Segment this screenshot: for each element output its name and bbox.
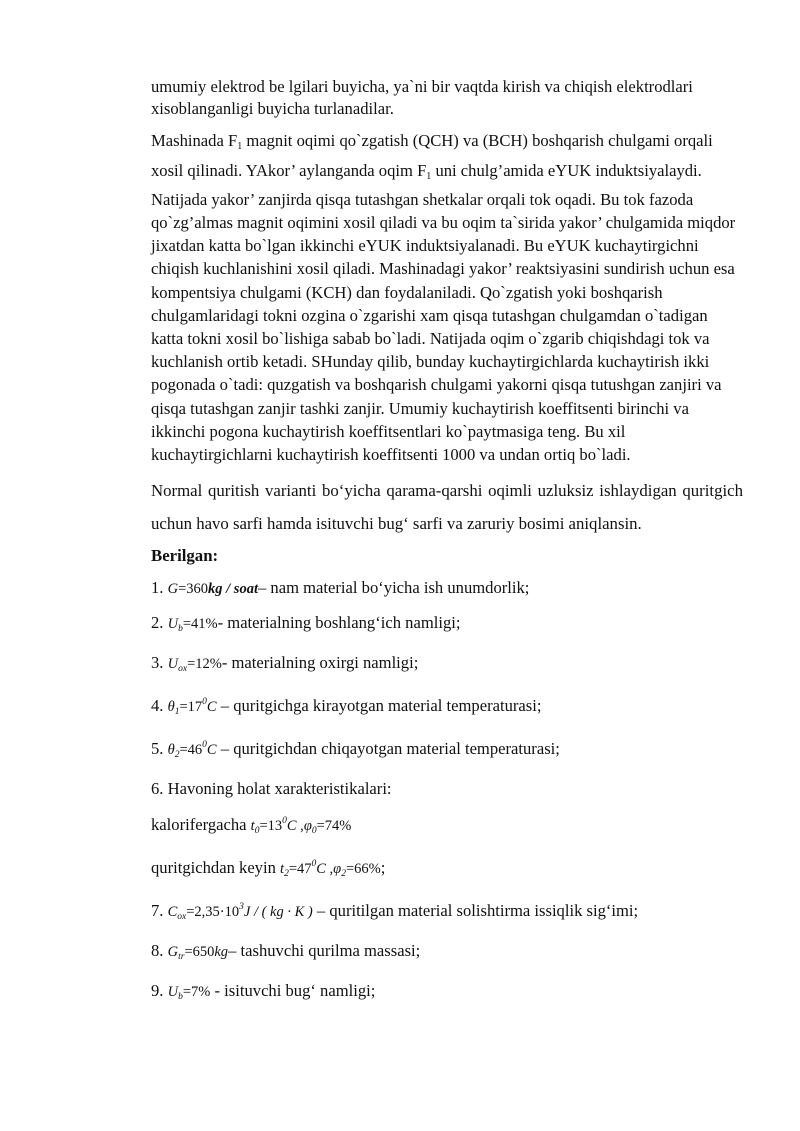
formula: G=360kg / soat: [167, 581, 258, 598]
formula: $G_{tr}=650kg$: [167, 944, 229, 963]
formula: $U_{ox}=12\%$: [167, 656, 222, 675]
given-item-3: [151, 646, 743, 686]
formula: $U_b=41\%$: [167, 616, 218, 635]
given-item-1: [151, 571, 743, 606]
item-text: - isituvchi bug‘ namligi;: [210, 981, 376, 1001]
item-text: - materialning oxirgi namligi;: [221, 653, 419, 673]
air-before-heater: [151, 805, 743, 848]
paragraph-task: Normal quritish varianti bo‘yicha qarama-qarshi oqimli uzluksiz ishlaydigan quritgich uchun havo sarfi hamda isituvchi bug‘ sarfi va zaruriy bosimi aniqlansin.: [151, 481, 743, 534]
formula: $t_2=47^0C$ $,\varphi_2=66\%$: [280, 859, 381, 880]
air-after-dryer: [151, 848, 743, 891]
item-text: kalorifergacha: [151, 815, 251, 835]
item-text: – quritgichdan chiqayotgan material temperaturasi;: [216, 739, 560, 759]
item-text: - materialning boshlang‘ich namligi;: [217, 613, 461, 633]
formula: $\theta_2=46^0C$: [167, 740, 217, 761]
item-number: 2.: [151, 613, 164, 633]
item-text: – quritilgan material solishtirma issiqlik sig‘imi;: [312, 901, 639, 921]
given-item-8: [151, 934, 743, 974]
item-number: 9.: [151, 981, 164, 1001]
document-page: [151, 76, 743, 1014]
paragraph-intro: umumiy elektrod be lgilari buyicha, ya`ni bir vaqtda kirish va chiqish elektrodlari xisoblanganligi buyicha turlanadilar.: [151, 77, 693, 119]
given-item-5: [151, 729, 743, 772]
item-number: 8.: [151, 941, 164, 961]
text: uni chulg’amida eYUK induktsiyalaydi. Natijada yakor’ zanjirda qisqa tutashgan shetkalar orqali tok oqadi. Bu tok fazoda qo`zg’almas magnit oqimini xosil qiladi va bu oqim ta`sirida yakor’ chulgamida miqdor jixatdan katta bo`lgan ikkinchi eYUK induktsiyalanadi. Bu eYUK kuchaytirgichni chiqish kuchlanishini xosil qiladi. Mashinadagi yakor’ reaktsiyasini sundirish uchun esa kompentsiya chulgami (KCH) dan foydalaniladi. Qo`zgatish yoki boshqarish chulgamlaridagi tokni ozgina o`zgarishi xam qisqa tutashgan chulgamdan o`tadigan katta tokni xosil bo`lishiga sabab bo`ladi. Natijada oqim o`zgarib chiqishdagi tok va kuchlanish ortib ketadi. SHunday qilib, bunday kuchaytirgichlarda kuchaytirish ikki pogonada o`tadi: quzgatish va boshqarish chulgami yakorni qisqa tutushgan zanjiri va qisqa tutashgan zanjir tashki zanjir. Umumiy kuchaytirish koeffitsenti birinchi va ikkinchi pogona kuchaytirish koeffitsentlari ko`paytmasiga teng. Bu xil kuchaytirgichlarni kuchaytirish koeffitsenti 1000 va undan ortiq bo`ladi.: [151, 160, 736, 465]
section-heading: Berilgan:: [151, 546, 219, 566]
item-number: 4.: [151, 696, 164, 716]
text: magnit oqimi qo`zgatish (QCH) va (BCH) boshqarish chulgami orqali xosil qilinadi. YAkor’ aylanganda oqim F: [151, 131, 713, 180]
item-number: 1.: [151, 578, 164, 598]
item-text: – nam material bo‘yicha ish unumdorlik;: [257, 578, 530, 598]
given-item-2: [151, 606, 743, 646]
item-text: – quritgichga kirayotgan material temperaturasi;: [216, 696, 542, 716]
item-number: 3.: [151, 653, 164, 673]
subscript: 1: [426, 170, 432, 182]
formula: $C_{ox}=2,35\cdot 10^3J$ / ( kg · K ): [167, 902, 313, 923]
paragraph-machine: [151, 129, 743, 466]
given-item-6: 6. Havoning holat xarakteristikalari:: [151, 779, 392, 799]
item-text: ;: [380, 858, 386, 878]
item-text: – tashuvchi qurilma massasi;: [228, 941, 421, 961]
item-number: 5.: [151, 739, 164, 759]
formula: $\theta_1=17^0C$: [167, 697, 217, 718]
text: Mashinada F: [151, 131, 238, 151]
item-number: 7.: [151, 901, 164, 921]
given-item-7: [151, 891, 743, 934]
formula: $t_0=13^0C$ $,\varphi_0=74\%$: [250, 816, 352, 837]
formula: $U_b=7\%$: [167, 984, 211, 1003]
given-item-4: [151, 686, 743, 729]
subscript: 1: [237, 141, 243, 153]
given-item-9: [151, 974, 743, 1014]
item-text: quritgichdan keyin: [151, 858, 281, 878]
